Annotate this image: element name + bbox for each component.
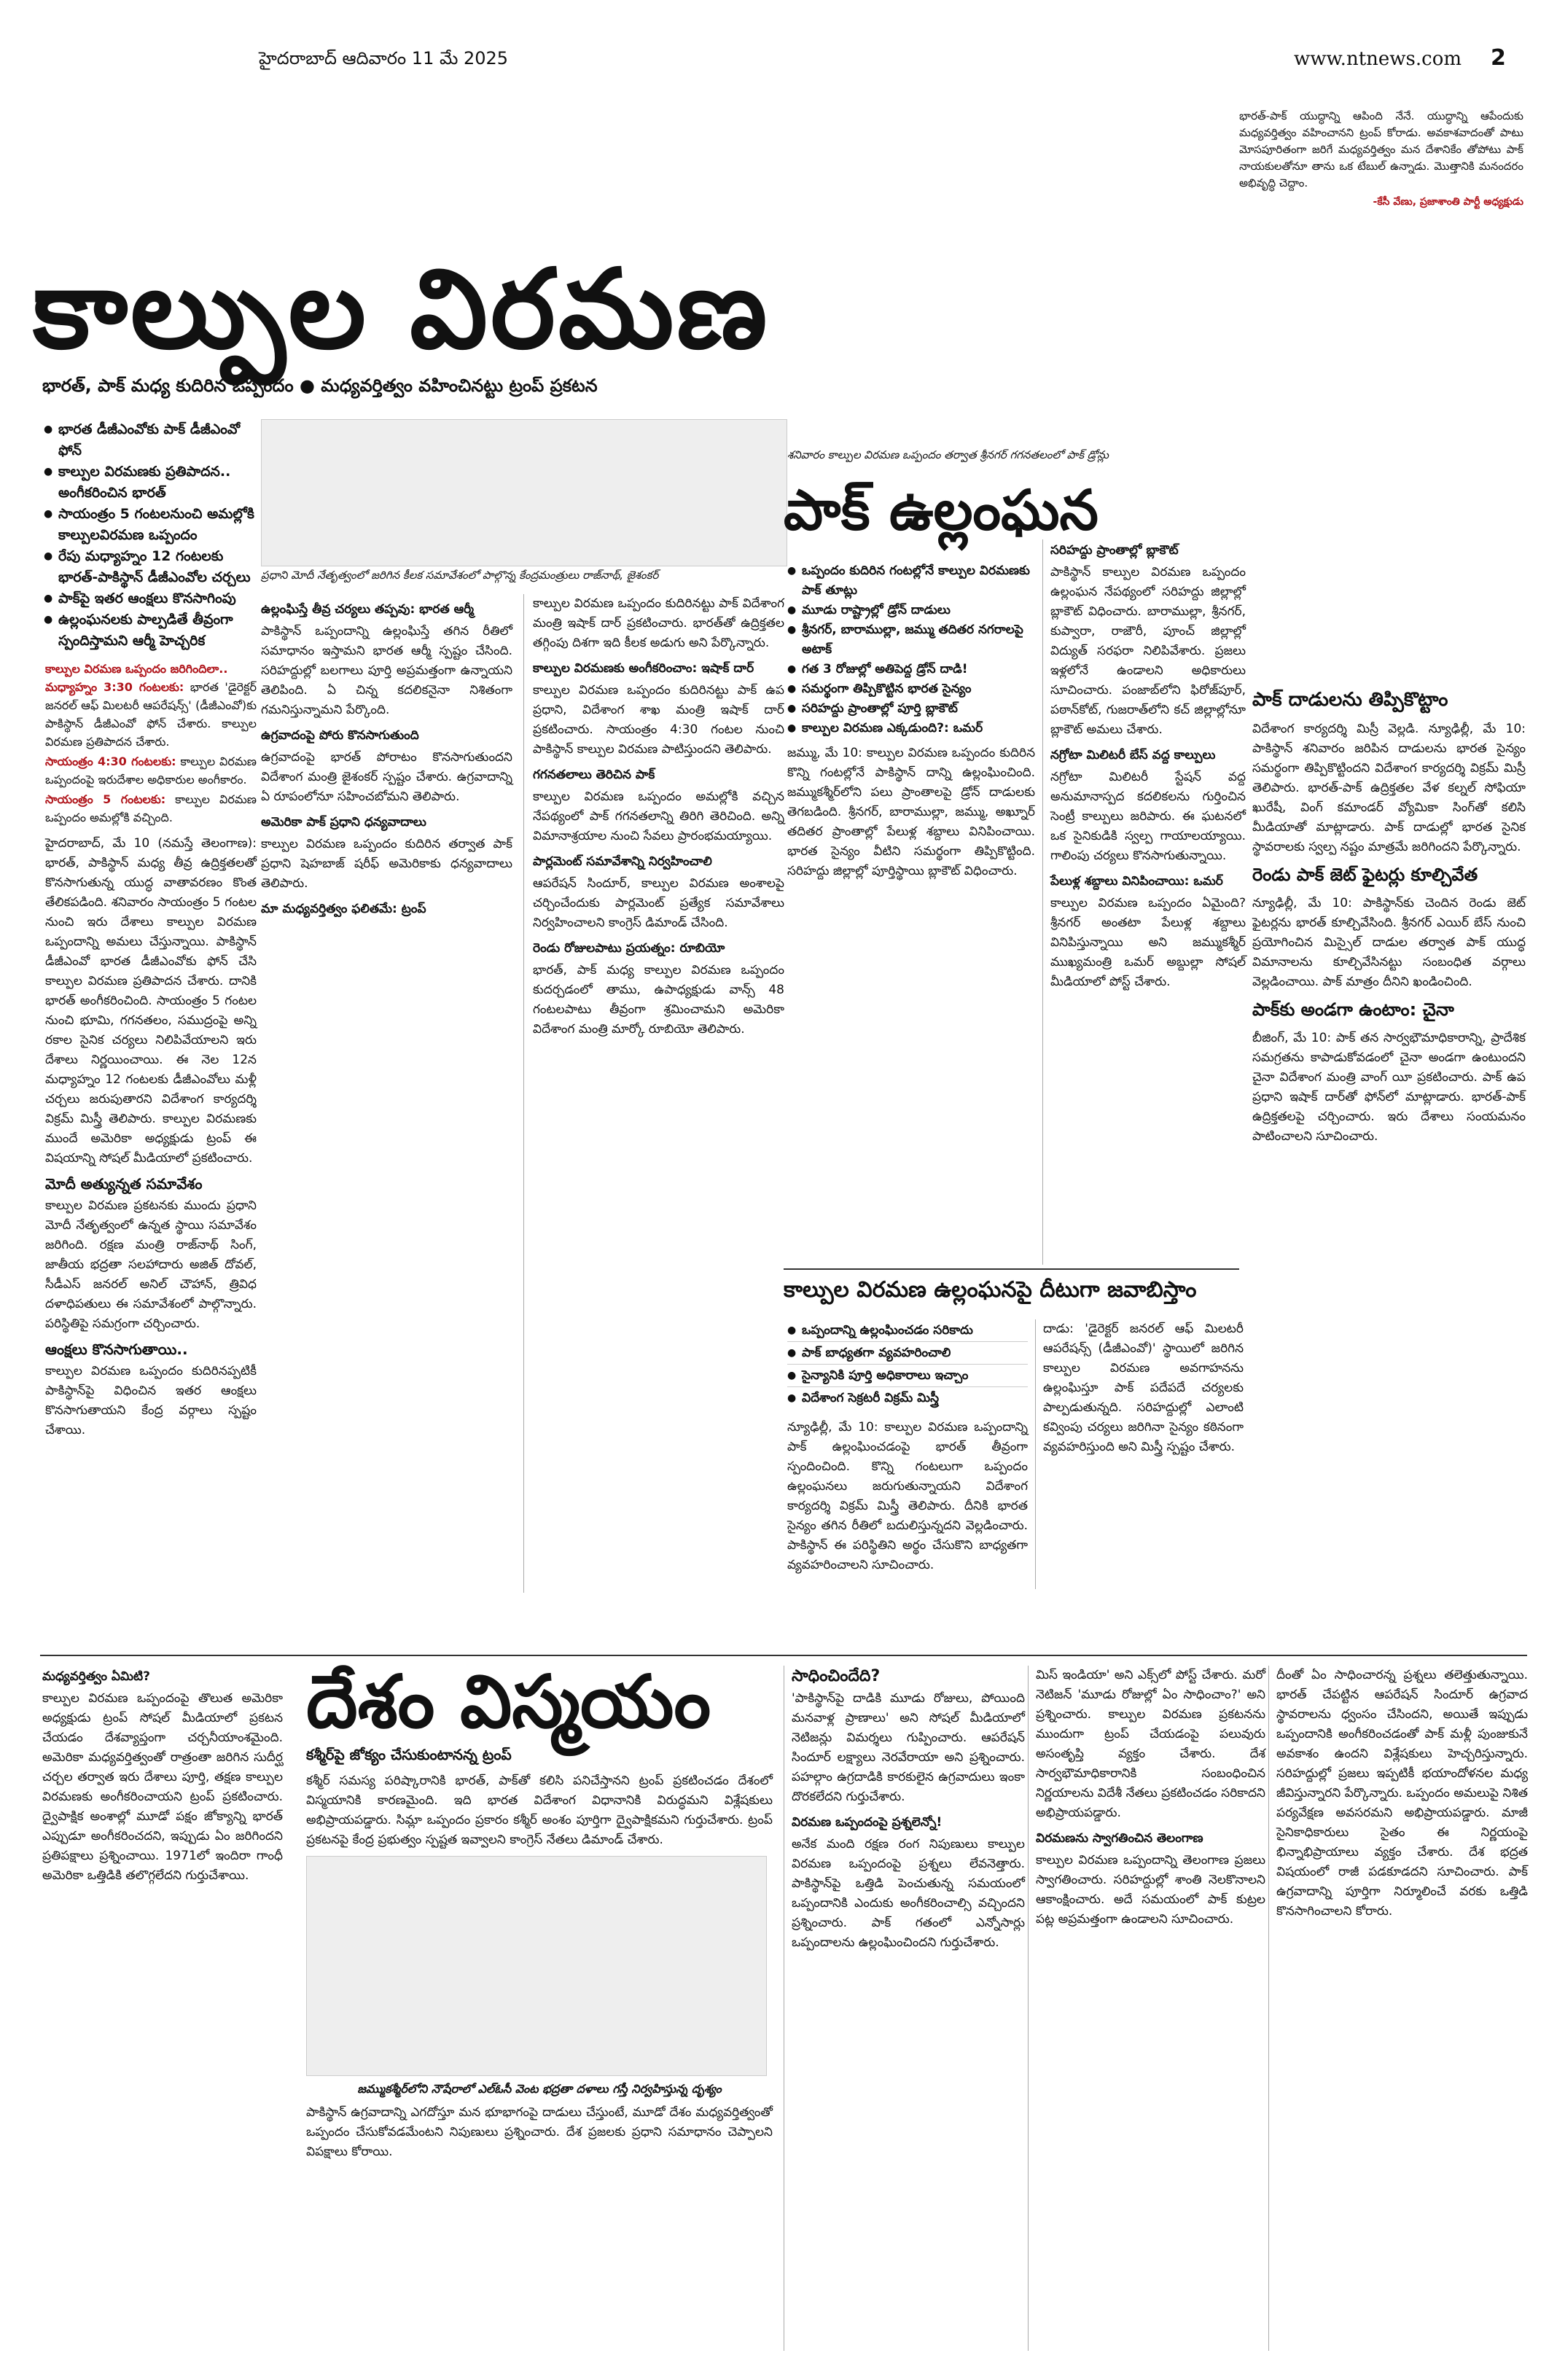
terror-fight-subhead: ఉగ్రవాదంపై పోరు కొనసాగుతుంది xyxy=(261,728,419,743)
timeline-entry: సాయంత్రం 5 గంటలకు: కాల్పుల విరమణ ఒప్పందం అమల్లోకి వచ్చింది. xyxy=(45,792,261,824)
respond-bullet: ● విదేశాంగ సెక్రటరీ విక్రమ్ మిస్త్రీ xyxy=(787,1387,1028,1409)
blackout-body: పాకిస్థాన్ కాల్పుల విరమణ ఒప్పందం ఉల్లంఘన నేపథ్యంలో సరిహద్దు జిల్లాల్లో బ్లాకౌట్ విధించారు. బారాముల్లా, శ్రీనగర్, కుప్వారా, రాజౌరీ, పూంచ్ జిల్లాల్లో విద్యుత్ సరఫరా నిలిపివేశారు. ప్రజలు ఇళ్లలోనే ఉండాలని అధికారులు సూచించారు. పంజాబ్‌లోని ఫిరోజ్‌పూర్, పఠాన్‌కోట్, గుజరాత్‌లోని కచ్ జిల్లాల్లోనూ బ్లాకౌట్ అమలు చేశారు. xyxy=(1050,565,1250,737)
lead-subhead-meeting: మోదీ అత్యున్నత సమావేశం xyxy=(45,1175,203,1193)
nagrota-body: నగ్రోటా మిలిటరీ స్టేషన్ వద్ద అనుమానాస్పద కదలికలను గుర్తించిన సెంట్రీ కాల్పులు జరిపారు. ఈ ఘటనలో ఒక సైనికుడికి స్వల్ప గాయాలయ్యాయి. గాలింపు చర్యలు కొనసాగుతున్నాయి. xyxy=(1050,770,1250,863)
desham-col-5 xyxy=(1268,1666,1532,2351)
respond-bullet: ● ఒప్పందాన్ని ఉల్లంఘించడం సరికాదు xyxy=(787,1319,1028,1342)
rubio-body: భారత్, పాక్ మధ్య కాల్పుల విరమణ ఒప్పందం కుదర్చడంలో తాము, ఉపాధ్యక్షుడు వాన్స్ 48 గంటలపాటు తీవ్రంగా శ్రమించామని అమెరికా విదేశాంగ మంత్రి మార్కో రూబియో తెలిపారు. xyxy=(533,963,789,1037)
respond-body-col-2 xyxy=(1035,1319,1248,1589)
right-body-2: న్యూఢిల్లీ, మే 10: పాకిస్థాన్‌కు చెందిన రెండు జెట్ ఫైటర్లను భారత్ కూల్చివేసింది. శ్రీనగర్ ఎయిర్ బేస్ నుంచి ప్రయోగించిన మిస్సైల్ దాడుల తర్వాత పాక్ యుద్ధ విమానాలను కూల్చివేసినట్టు సంబంధిత వర్గాలు వెల్లడించాయి. పాక్ మాత్రం దీనిని ఖండించింది. xyxy=(1252,896,1530,989)
army-warning-subhead: ఉల్లంఘిస్తే తీవ్ర చర్యలు తప్పవు: భారత ఆర్మీ xyxy=(261,602,475,617)
violation-bullet: ● సరిహద్దు ప్రాంతాల్లో పూర్తి బ్లాకౌట్ xyxy=(787,699,1035,719)
pak-pm-thanks-body: కాల్పుల విరమణ ఒప్పందం కుదిరిన తర్వాత పాక్ ప్రధాని షెహబాజ్ షరీఫ్ అమెరికాకు ధన్యవాదాలు తెలిపారు. xyxy=(261,837,517,891)
desham-body: కశ్మీర్ సమస్య పరిష్కారానికి భారత్, పాక్‌తో కలిసి పనిచేస్తానని ట్రంప్ ప్రకటించడం దేశంలో విస్మయానికి కారణమైంది. ఇది భారత విదేశాంగ విధానానికి విరుద్ధమని విశ్లేషకులు అభిప్రాయపడ్డారు. సిమ్లా ఒప్పందం ప్రకారం కశ్మీర్ అంశం పూర్తిగా ద్వైపాక్షికమని గుర్తుచేశారు. ట్రంప్ ప్రకటనపై కేంద్ర ప్రభుత్వం స్పష్టత ఇవ్వాలని కాంగ్రెస్ నేతలు డిమాండ్ చేశారు. xyxy=(306,1774,777,1847)
highlight-item: ● భారత డీజీఎంవోకు పాక్ డీజీఎంవో ఫోన్ xyxy=(44,419,262,461)
rubio-subhead: రెండు రోజులపాటు ప్రయత్నం: రూబియో xyxy=(533,941,725,956)
telangana-body: కాల్పుల విరమణ ఒప్పందాన్ని తెలంగాణ ప్రజలు స్వాగతించారు. సరిహద్దుల్లో శాంతి నెలకొనాలని ఆకాంక్షించారు. అదే సమయంలో పాక్ కుట్రల పట్ల అప్రమత్తంగా ఉండాలని సూచించారు. xyxy=(1036,1853,1270,1927)
desham-body-2: పాకిస్థాన్ ఉగ్రవాదాన్ని ఎగదోస్తూ మన భూభాగంపై దాడులు చేస్తుంటే, మూడో దేశం మధ్యవర్తిత్వంతో ఒప్పందం చేసుకోవడమేంటని నిపుణులు ప్రశ్నించారు. దేశ ప్రజలకు ప్రధాని సమాధానం చెప్పాలని విపక్షాలు కోరాయి. xyxy=(306,2105,777,2159)
violation-bullet: ● ఒప్పందం కుదిరిన గంటల్లోనే కాల్పుల విరమణకు పాక్ తూట్లు xyxy=(787,561,1035,601)
timeline-heading: కాల్పుల విరమణ ఒప్పందం జరిగిందిలా.. xyxy=(45,662,228,676)
desham-subhead: కశ్మీర్‌పై జోక్యం చేసుకుంటానన్న ట్రంప్ xyxy=(306,1746,512,1763)
violation-bullet: ● గత 3 రోజుల్లో అతిపెద్ద డ్రోన్ దాడి! xyxy=(787,660,1035,679)
airspace-subhead: గగనతలాలు తెరిచిన పాక్ xyxy=(533,768,655,782)
right-column xyxy=(1252,689,1530,1593)
terror-fight-body: ఉగ్రవాదంపై భారత్ పోరాటం కొనసాగుతుందని విదేశాంగ మంత్రి జైశంకర్ స్పష్టం చేశారు. ఉగ్రవాదాన్ని ఏ రూపంలోనూ సహించబోమని తెలిపారు. xyxy=(261,750,517,804)
desham-col-4 xyxy=(1028,1666,1270,2351)
trump-mediation-subhead: మా మధ్యవర్తిత్వం ఫలితమే: ట్రంప్ xyxy=(261,902,426,916)
pak-violation-col-2 xyxy=(1042,539,1250,1265)
achieved-subhead: సాధించిందేది? xyxy=(792,1667,881,1685)
highlight-item: ● కాల్పుల విరమణకు ప్రతిపాదన.. అంగీకరించిన భారత్ xyxy=(44,461,262,504)
mediation-subhead: మధ్యవర్తిత్వం ఏమిటి? xyxy=(42,1669,150,1684)
lead-body-3: కాల్పుల విరమణ ఒప్పందం కుదిరినప్పటికీ పాకిస్థాన్‌పై విధించిన ఇతర ఆంక్షలు కొనసాగుతాయని కేంద్ర వర్గాలు స్పష్టం చేశాయి. xyxy=(45,1364,261,1437)
ishaq-dar-body-2: కాల్పుల విరమణ ఒప్పందం కుదిరినట్టు పాక్ ఉప ప్రధాని, విదేశాంగ శాఖ మంత్రి ఇషాక్ దార్ ప్రకటించారు. సాయంత్రం 4:30 గంటల నుంచి పాకిస్థాన్ కాల్పుల విరమణ పాటిస్తుందని తెలిపారు. xyxy=(533,683,789,757)
achieved-body: 'పాకిస్థాన్‌పై దాడికి మూడు రోజులు, పోయింది మనవాళ్ల ప్రాణాలు' అని సోషల్ మీడియాలో నెటిజన్లు విమర్శలు గుప్పించారు. ఆపరేషన్ సిందూర్ లక్ష్యాలు నెరవేరాయా అని ప్రశ్నించారు. పహల్గాం ఉగ్రదాడికి కారకులైన ఉగ్రవాదులు ఇంకా దొరకలేదని గుర్తుచేశారు. xyxy=(792,1691,1029,1804)
timeline-entry: సాయంత్రం 4:30 గంటలకు: కాల్పుల విరమణ ఒప్పందంపై ఇరుదేశాల అధికారుల అంగీకారం. xyxy=(45,754,261,787)
lead-column xyxy=(45,660,261,1593)
respond-headline: కాల్పుల విరమణ ఉల్లంఘనపై దీటుగా జవాబిస్తాం xyxy=(784,1277,1197,1303)
pak-violation-bullets xyxy=(787,561,1035,738)
lead-body: హైదరాబాద్, మే 10 (నమస్తే తెలంగాణ): భారత్, పాకిస్థాన్ మధ్య తీవ్ర ఉద్రిక్తతలతో కొనసాగుతున్న యుద్ధ వాతావరణం కొంత తేలికపడింది. శనివారం సాయంత్రం 5 గంటల నుంచి ఇరు దేశాలు కాల్పుల విరమణ ఒప్పందాన్ని అమలు చేస్తున్నాయి. పాకిస్థాన్ డీజీఎంవో భారత డీజీఎంవోకు ఫోన్ చేసి కాల్పుల విరమణ ప్రతిపాదన చేశారు. దానికి భారత్ అంగీకరించింది. సాయంత్రం 5 గంటల నుంచి భూమి, గగనతలం, సముద్రంపై అన్ని రకాల సైనిక చర్యలు నిలిపివేయాలని ఇరు దేశాలు నిర్ణయించాయి. ఈ నెల 12న మధ్యాహ్నం 12 గంటలకు డీజీఎంవోలు మళ్లీ చర్చలు జరుపుతారని విదేశాంగ కార్యదర్శి విక్రమ్ మిస్త్రీ తెలిపారు. కాల్పుల విరమణకు ముందే అమెరికా అధ్యక్షుడు ట్రంప్ ఈ విషయాన్ని సోషల్ మీడియాలో ప్రకటించారు. xyxy=(45,836,261,1166)
army-warning-body: పాకిస్థాన్ ఒప్పందాన్ని ఉల్లంఘిస్తే తగిన రీతిలో సమాధానం ఇస్తామని భారత ఆర్మీ స్పష్టం చేసింది. సరిహద్దుల్లో బలగాలు పూర్తి అప్రమత్తంగా ఉన్నాయని తెలిపింది. ఏ చిన్న కదలికనైనా నిశితంగా గమనిస్తున్నామని పేర్కొంది. xyxy=(261,624,517,717)
omar-body: కాల్పుల విరమణ ఒప్పందం ఏమైంది? శ్రీనగర్ అంతటా పేలుళ్ల శబ్దాలు వినిపిస్తున్నాయి అని జమ్ముకశ్మీర్ ముఖ్యమంత్రి ఒమర్ అబ్దుల్లా సోషల్ మీడియాలో పోస్ట్ చేశారు. xyxy=(1050,896,1250,989)
mid-photo-caption: ప్రధాని మోదీ నేతృత్వంలో జరిగిన కీలక సమావేశంలో పాల్గొన్న కేంద్రమంత్రులు రాజ్‌నాథ్, జైశంకర్ xyxy=(261,569,659,582)
website[interactable]: www.ntnews.com xyxy=(1294,48,1462,70)
lead-subheads xyxy=(42,375,771,405)
ishaq-dar-subhead: కాల్పుల విరమణకు అంగీకరించాం: ఇషాక్ దార్ xyxy=(533,661,754,676)
patrol-photo-caption: జమ్ముకశ్మీర్‌లోని నౌషేరాలో ఎల్‌ఓసీ వెంట భద్రతా దళాలు గస్తీ నిర్వహిస్తున్న దృశ్యం xyxy=(357,2082,722,2096)
violation-bullet: ● మూడు రాష్ట్రాల్లో డ్రోన్ దాడులు xyxy=(787,601,1035,620)
page-header xyxy=(259,45,1527,80)
netizen-body: మిస్ ఇండియా' అని ఎక్స్‌లో పోస్ట్ చేశారు. మరో నెటిజన్ 'మూడు రోజుల్లో ఏం సాధించాం?' అని ప్రశ్నించారు. కాల్పుల విరమణ ప్రకటనను ముందుగా ట్రంప్ చేయడంపై పలువురు అసంతృప్తి వ్యక్తం చేశారు. దేశ సార్వభౌమాధికారానికి సంబంధించిన నిర్ణయాలను విదేశీ నేతలు ప్రకటించడం సరికాదని అభిప్రాయపడ్డారు. xyxy=(1036,1668,1270,1820)
mid-photo-placeholder xyxy=(261,419,787,566)
questions-body: అనేక మంది రక్షణ రంగ నిపుణులు కాల్పుల విరమణ ఒప్పందంపై ప్రశ్నలు లేవనెత్తారు. పాకిస్థాన్‌పై ఒత్తిడి పెంచుతున్న సమయంలో ఒప్పందానికి ఎందుకు అంగీకరించాల్సి వచ్చిందని ప్రశ్నించారు. పాక్ గతంలో ఎన్నోసార్లు ఒప్పందాలను ఉల్లంఘించిందని గుర్తుచేశారు. xyxy=(792,1837,1029,1950)
nagrota-subhead: నగ్రోటా మిలిటరీ బేస్ వద్ద కాల్పులు xyxy=(1050,748,1216,762)
desham-headline: దేశం విస్మయం xyxy=(306,1659,711,1744)
bullet-dot-icon: ● xyxy=(300,375,321,396)
right-body-1: విదేశాంగ కార్యదర్శి మిస్రీ వెల్లడి. న్యూఢిల్లీ, మే 10: పాకిస్థాన్ శనివారం జరిపిన దాడులను భారత సైన్యం సమర్థంగా తిప్పికొట్టిందని విదేశాంగ కార్యదర్శి విక్రమ్ మిస్రీ తెలిపారు. భారత్-పాక్ ఉద్రిక్తతల వేళ కల్నల్ సోఫియా ఖురేషీ, వింగ్ కమాండర్ వ్యోమికా సింగ్‌తో కలిసి మీడియాతో మాట్లాడారు. పాక్ దాడుల్లో భారత సైనిక స్థావరాలకు స్వల్ప నష్టం మాత్రమే జరిగిందని పేర్కొన్నారు. xyxy=(1252,722,1530,854)
violation-bullet: ● సమర్థంగా తిప్పికొట్టిన భారత సైన్యం xyxy=(787,679,1035,699)
desham-col-3 xyxy=(784,1666,1029,2351)
lead-subhead-1: భారత్, పాక్ మధ్య కుదిరిన ఒప్పందం xyxy=(42,375,294,396)
pak-pm-thanks-subhead: అమెరికా పాక్ ప్రధాని ధన్యవాదాలు xyxy=(261,815,426,830)
mid-col-1 xyxy=(261,594,517,1593)
parliament-body: ఆపరేషన్ సిందూర్, కాల్పుల విరమణ అంశాలపై చర్చించేందుకు పార్లమెంట్ ప్రత్యేక సమావేశాలు నిర్వహించాలని కాంగ్రెస్ డిమాండ్ చేసింది. xyxy=(533,876,789,930)
questions-subhead: విరమణ ఒప్పందంపై ప్రశ్నలెన్నో! xyxy=(792,1815,943,1830)
respond-bullets xyxy=(787,1319,1028,1409)
patrol-photo-placeholder xyxy=(306,1856,767,2076)
telangana-subhead: విరమణను స్వాగతించిన తెలంగాణ xyxy=(1036,1831,1203,1846)
respond-body-col-1 xyxy=(787,1418,1032,1589)
lead-subhead-2: మధ్యవర్తిత్వం వహించినట్టు ట్రంప్ ప్రకటన xyxy=(321,375,598,396)
mid-col-2 xyxy=(523,594,789,1593)
violation-body: జమ్ము, మే 10: కాల్పుల విరమణ ఒప్పందం కుదిరిన కొన్ని గంటల్లోనే పాకిస్థాన్ దాన్ని ఉల్లంఘించింది. జమ్ముకశ్మీర్‌లోని పలు ప్రాంతాలపై డ్రోన్ దాడులకు తెగబడింది. శ్రీనగర్, బారాముల్లా, జమ్ము, అఖ్నూర్ తదితర ప్రాంతాల్లో పేలుళ్ల శబ్దాలు వినిపించాయి. భారత సైన్యం వీటిని సమర్థంగా తిప్పికొట్టింది. సరిహద్దు జిల్లాల్లో పూర్తిస్థాయి బ్లాకౌట్ విధించారు. xyxy=(787,746,1039,878)
highlight-item: ● రేపు మధ్యాహ్నం 12 గంటలకు భారత్-పాకిస్థాన్ డీజీఎంవోల చర్చలు xyxy=(44,546,262,588)
right-headline-1: పాక్ దాడులను తిప్పికొట్టాం xyxy=(1252,689,1448,711)
analysis-body: దీంతో ఏం సాధించారన్న ప్రశ్నలు తలెత్తుతున్నాయి. భారత్ చేపట్టిన ఆపరేషన్ సిందూర్ ఉగ్రవాద స్థావరాలను ధ్వంసం చేసిందని, అయితే ఇప్పుడు ఒప్పందానికి అంగీకరించడంతో పాక్ మళ్లీ పుంజుకునే అవకాశం ఉందని విశ్లేషకులు హెచ్చరిస్తున్నారు. సరిహద్దుల్లో ప్రజలు ఇప్పటికీ భయాందోళనల మధ్య జీవిస్తున్నారని పేర్కొన్నారు. ఒప్పందం అమలుపై నిశిత పర్యవేక్షణ అవసరమని అభిప్రాయపడ్డారు. మాజీ సైనికాధికారులు సైతం ఈ నిర్ణయంపై భిన్నాభిప్రాయాలు వ్యక్తం చేశారు. దేశ భద్రత విషయంలో రాజీ పడకూడదని సూచించారు. పాక్ ఉగ్రవాదాన్ని పూర్తిగా నిర్మూలించే వరకు ఒత్తిడి కొనసాగించాలని కోరారు. xyxy=(1276,1668,1532,1919)
violation-bullet: ● శ్రీనగర్, బారాముల్లా, జమ్ము తదితర నగరాలపై అటాక్ xyxy=(787,620,1035,660)
mediation-body: కాల్పుల విరమణ ఒప్పందంపై తొలుత అమెరికా అధ్యక్షుడు ట్రంప్ సోషల్ మీడియాలో ప్రకటన చేయడం దేశవ్యాప్తంగా చర్చనీయాంశమైంది. అమెరికా మధ్యవర్తిత్వంతో రాత్రంతా జరిగిన సుదీర్ఘ చర్చల తర్వాత ఇరు దేశాలు పూర్తి, తక్షణ కాల్పుల విరమణకు అంగీకరించాయని ట్రంప్ ప్రకటించారు. ద్వైపాక్షిక అంశాల్లో మూడో పక్షం జోక్యాన్ని భారత్ ఎప్పుడూ అంగీకరించదని, ఇప్పుడు ఏం జరిగిందని ప్రతిపక్షాలు ప్రశ్నించాయి. 1971లో ఇందిరా గాంధీ అమెరికా ఒత్తిడికి తలొగ్గలేదని గుర్తుచేశాయి. xyxy=(42,1691,287,1883)
pak-violation-headline: పాక్ ఉల్లంఘన xyxy=(784,477,1099,542)
respond-rule xyxy=(784,1268,1239,1270)
right-body-3: బీజింగ్, మే 10: పాక్ తన సార్వభౌమాధికారాన్ని, ప్రాదేశిక సమగ్రతను కాపాడుకోవడంలో చైనా అండగా ఉంటుందని చైనా విదేశాంగ మంత్రి వాంగ్ యీ ప్రకటించారు. పాక్ ఉప ప్రధాని ఇషాక్ దార్‌తో ఫోన్‌లో మాట్లాడారు. భారత్-పాక్ ఉద్రిక్తతలపై చర్చించారు. ఇరు దేశాలు సంయమనం పాటించాలని సూచించారు. xyxy=(1252,1031,1530,1144)
violation-bullet: ● కాల్పుల విరమణ ఎక్కడుంది?: ఒమర్ xyxy=(787,719,1035,738)
parliament-subhead: పార్లమెంట్ సమావేశాన్ని నిర్వహించాలి xyxy=(533,854,712,869)
respond-body-2: దాడు: 'డైరెక్టర్ జనరల్ ఆఫ్ మిలటరీ ఆపరేషన్స్ (డీజీఎంవో)' స్థాయిలో జరిగిన కాల్పుల విరమణ అవగాహనను ఉల్లంఘిస్తూ పాక్ పదేపదే చర్యలకు పాల్పడుతున్నది. సరిహద్దుల్లో ఎలాంటి కవ్వింపు చర్యలు జరిగినా సైన్యం కఠినంగా వ్యవహరిస్తుంది అని మిస్త్రీ స్పష్టం చేశారు. xyxy=(1043,1322,1248,1454)
timeline-entry: మధ్యాహ్నం 3:30 గంటలకు: భారత 'డైరెక్టర్ జనరల్ ఆఫ్ మిలటరీ ఆపరేషన్స్' (డీజీఎంవో)కు పాకిస్థాన్ డీజీఎంవో ఫోన్ చేశారు. కాల్పుల విరమణ ప్రతిపాదన చేశారు. xyxy=(45,680,261,749)
right-headline-3: పాక్‌కు అండగా ఉంటాం: చైనా xyxy=(1252,999,1454,1020)
quote-box xyxy=(1239,108,1527,225)
lead-body-2: కాల్పుల విరమణ ప్రకటనకు ముందు ప్రధాని మోదీ నేతృత్వంలో ఉన్నత స్థాయి సమావేశం జరిగింది. రక్షణ మంత్రి రాజ్‌నాథ్ సింగ్, జాతీయ భద్రతా సలహాదారు అజిత్ దోవల్, సీడీఎస్ జనరల్ అనిల్ చౌహాన్, త్రివిధ దళాధిపతులు ఈ సమావేశంలో పాల్గొన్నారు. పరిస్థితిపై సమగ్రంగా చర్చించారు. xyxy=(45,1198,261,1331)
desham-col-mid xyxy=(306,1771,777,2351)
dateline: హైదరాబాద్ ఆదివారం 11 మే 2025 xyxy=(259,48,509,69)
omar-subhead: పేలుళ్ల శబ్దాలు వినిపించాయి: ఒమర్ xyxy=(1050,874,1223,889)
pak-violation-body-col xyxy=(787,744,1039,1265)
airspace-body: కాల్పుల విరమణ ఒప్పందం అమల్లోకి వచ్చిన నేపథ్యంలో పాక్ గగనతలాన్ని తిరిగి తెరిచింది. అన్ని విమానాశ్రయాల నుంచి సేవలు ప్రారంభమయ్యాయి. xyxy=(533,789,789,843)
highlight-item: ● పాక్‌పై ఇతర ఆంక్షలు కొనసాగింపు xyxy=(44,588,262,609)
respond-bullet: ● పాక్ బాధ్యతగా వ్యవహరించాలి xyxy=(787,1342,1028,1365)
timeline xyxy=(45,660,261,827)
quote-text: భారత్-పాక్ యుద్ధాన్ని ఆపింది నేనే. యుద్ధాన్ని ఆపేందుకు మధ్యవర్తిత్వం వహించానని ట్రంప్ కోరాడు. అవకాశవాదంతో పాటు మోసపూరితంగా జరిగే మధ్యవర్తిత్వం మన దేశానికేం తోపోటు పాక్ నాయకులతోనూ తాను ఒక టేబుల్ ఉన్నాడు. మొత్తానికి మనందరం అభివృద్ధి చెద్దాం. xyxy=(1239,109,1527,190)
highlight-item: ● సాయంత్రం 5 గంటలనుంచి అమల్లోకి కాల్పులవిరమణ ఒప్పందం xyxy=(44,504,262,546)
right-headline-2: రెండు పాక్ జెట్ ఫైటర్లు కూల్చివేత xyxy=(1252,865,1478,885)
lead-headline: కాల్పుల విరమణ xyxy=(33,246,770,373)
respond-bullet: ● సైన్యానికి పూర్తి అధికారాలు ఇచ్చాం xyxy=(787,1365,1028,1387)
drone-photo-caption: శనివారం కాల్పుల విరమణ ఒప్పందం తర్వాత శ్రీనగర్ గగనతలంలో పాక్ డ్రోన్లు xyxy=(787,448,1109,461)
highlight-item: ● ఉల్లంఘనలకు పాల్పడితే తీవ్రంగా స్పందిస్తామని ఆర్మీ హెచ్చరిక xyxy=(44,609,262,652)
ishaq-dar-body: కాల్పుల విరమణ ఒప్పందం కుదిరినట్టు పాక్ విదేశాంగ మంత్రి ఇషాక్ దార్ ప్రకటించారు. భారత్‌తో ఉద్రిక్తతల తగ్గింపు దిశగా ఇది కీలక అడుగు అని పేర్కొన్నారు. xyxy=(533,596,789,650)
page-number: 2 xyxy=(1491,45,1506,71)
desham-col-left xyxy=(42,1666,287,2351)
quote-attribution: -కేసీ వేణు, ప్రజాశాంతి పార్టీ అధ్యక్షుడు xyxy=(1373,196,1523,208)
blackout-subhead: సరిహద్దు ప్రాంతాల్లో బ్లాకౌట్ xyxy=(1050,543,1179,558)
lower-section-rule xyxy=(40,1655,1527,1656)
respond-body: న్యూఢిల్లీ, మే 10: కాల్పుల విరమణ ఒప్పందాన్ని పాక్ ఉల్లంఘించడంపై భారత్ తీవ్రంగా స్పందించింది. కొన్ని గంటలుగా ఒప్పందం ఉల్లంఘనలు జరుగుతున్నాయని విదేశాంగ కార్యదర్శి విక్రమ్ మిస్త్రీ తెలిపారు. దీనికి భారత సైన్యం తగిన రీతిలో బదులిస్తున్నదని వెల్లడించారు. పాకిస్థాన్ ఈ పరిస్థితిని అర్థం చేసుకొని బాధ్యతగా వ్యవహరించాలని సూచించారు. xyxy=(787,1420,1032,1572)
lead-subhead-sanctions: ఆంక్షలు కొనసాగుతాయి.. xyxy=(45,1341,188,1358)
lead-highlights xyxy=(44,419,262,652)
